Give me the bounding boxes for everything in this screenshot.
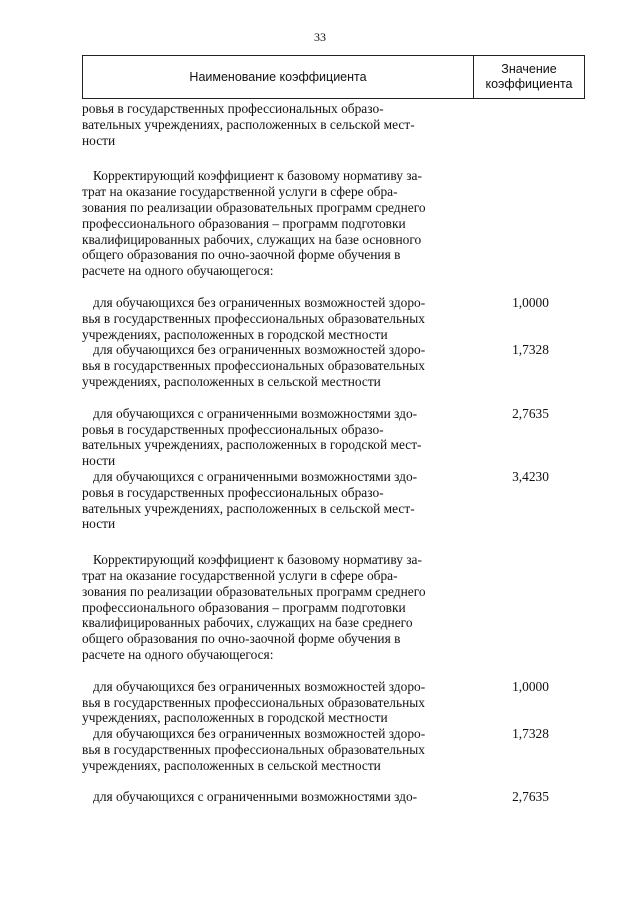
text-line: Корректирующий коэффициент к базовому нормативу за- <box>93 168 422 184</box>
text-line: общего образования по очно-заочной форме обучения в <box>82 631 401 647</box>
text-line: вательных учреждениях, расположенных в сельской мест- <box>82 500 415 516</box>
coefficient-value: 2,7635 <box>512 789 549 805</box>
text-line: квалифицированных рабочих, служащих на базе среднего <box>82 615 413 631</box>
coefficient-row <box>82 295 587 342</box>
column-header-value-line2: коэффициента <box>485 77 573 91</box>
continuation-row <box>82 101 587 148</box>
section-2-intro <box>82 552 587 663</box>
text-line: ности <box>82 132 116 148</box>
text-line: вья в государственных профессиональных образовательных <box>82 741 425 757</box>
text-line: учреждениях, расположенных в городской местности <box>82 710 388 726</box>
text-line: вья в государственных профессиональных образовательных <box>82 694 425 710</box>
text-line: ровья в государственных профессиональных образо- <box>82 101 384 116</box>
coefficient-value: 1,0000 <box>512 678 549 694</box>
text-line: для обучающихся с ограниченными возможностями здо- <box>93 789 418 805</box>
text-line: ровья в государственных профессиональных образо- <box>82 421 384 437</box>
coefficient-value: 1,7328 <box>512 342 549 358</box>
text-line: трат на оказание государственной услуги в сфере обра- <box>82 184 398 200</box>
text-line: общего образования по очно-заочной форме обучения в <box>82 247 401 263</box>
coefficient-row <box>82 406 587 469</box>
document-body <box>82 101 587 805</box>
text-line: трат на оказание государственной услуги в сфере обра- <box>82 567 398 583</box>
coefficient-value: 3,4230 <box>512 468 549 484</box>
text-line: зования по реализации образовательных программ среднего <box>82 199 426 215</box>
text-line: для обучающихся с ограниченными возможностями здо- <box>93 405 418 421</box>
text-line: квалифицированных рабочих, служащих на базе основного <box>82 231 422 247</box>
table-header <box>82 55 585 99</box>
coefficient-value: 1,0000 <box>512 294 549 310</box>
text-line: вья в государственных профессиональных образовательных <box>82 310 425 326</box>
column-header-value-line1: Значение <box>501 62 557 76</box>
text-line: для обучающихся с ограниченными возможностями здо- <box>93 468 418 484</box>
column-header-value <box>474 56 584 98</box>
text-line: вья в государственных профессиональных образовательных <box>82 358 425 374</box>
text-line: профессионального образования – программ подготовки <box>82 599 406 615</box>
coefficient-value: 1,7328 <box>512 726 549 742</box>
text-line: вательных учреждениях, расположенных в городской мест- <box>82 437 422 453</box>
text-line: расчете на одного обучающегося: <box>82 263 274 279</box>
column-header-name: Наименование коэффициента <box>83 56 474 98</box>
coefficient-row <box>82 789 587 805</box>
text-line: учреждениях, расположенных в сельской местности <box>82 757 381 773</box>
text-line: ровья в государственных профессиональных образо- <box>82 484 384 500</box>
text-line: вательных учреждениях, расположенных в сельской мест- <box>82 116 415 132</box>
coefficient-row <box>82 342 587 389</box>
coefficient-row <box>82 726 587 773</box>
text-line: для обучающихся без ограниченных возможностей здоро- <box>93 342 426 358</box>
text-line: зования по реализации образовательных программ среднего <box>82 583 426 599</box>
text-line: для обучающихся без ограниченных возможностей здоро- <box>93 294 426 310</box>
text-line: Корректирующий коэффициент к базовому нормативу за- <box>93 552 422 568</box>
coefficient-row <box>82 679 587 726</box>
text-line: ности <box>82 453 116 469</box>
page-number: 33 <box>314 30 326 44</box>
text-line: учреждениях, расположенных в сельской местности <box>82 373 381 389</box>
text-line: ности <box>82 516 116 532</box>
coefficient-row <box>82 469 587 532</box>
coefficient-value: 2,7635 <box>512 405 549 421</box>
text-line: для обучающихся без ограниченных возможностей здоро- <box>93 678 426 694</box>
text-line: учреждениях, расположенных в городской местности <box>82 326 388 342</box>
text-line: для обучающихся без ограниченных возможностей здоро- <box>93 726 426 742</box>
text-line: профессионального образования – программ подготовки <box>82 215 406 231</box>
text-line: расчете на одного обучающегося: <box>82 646 274 662</box>
section-1-intro <box>82 168 587 279</box>
